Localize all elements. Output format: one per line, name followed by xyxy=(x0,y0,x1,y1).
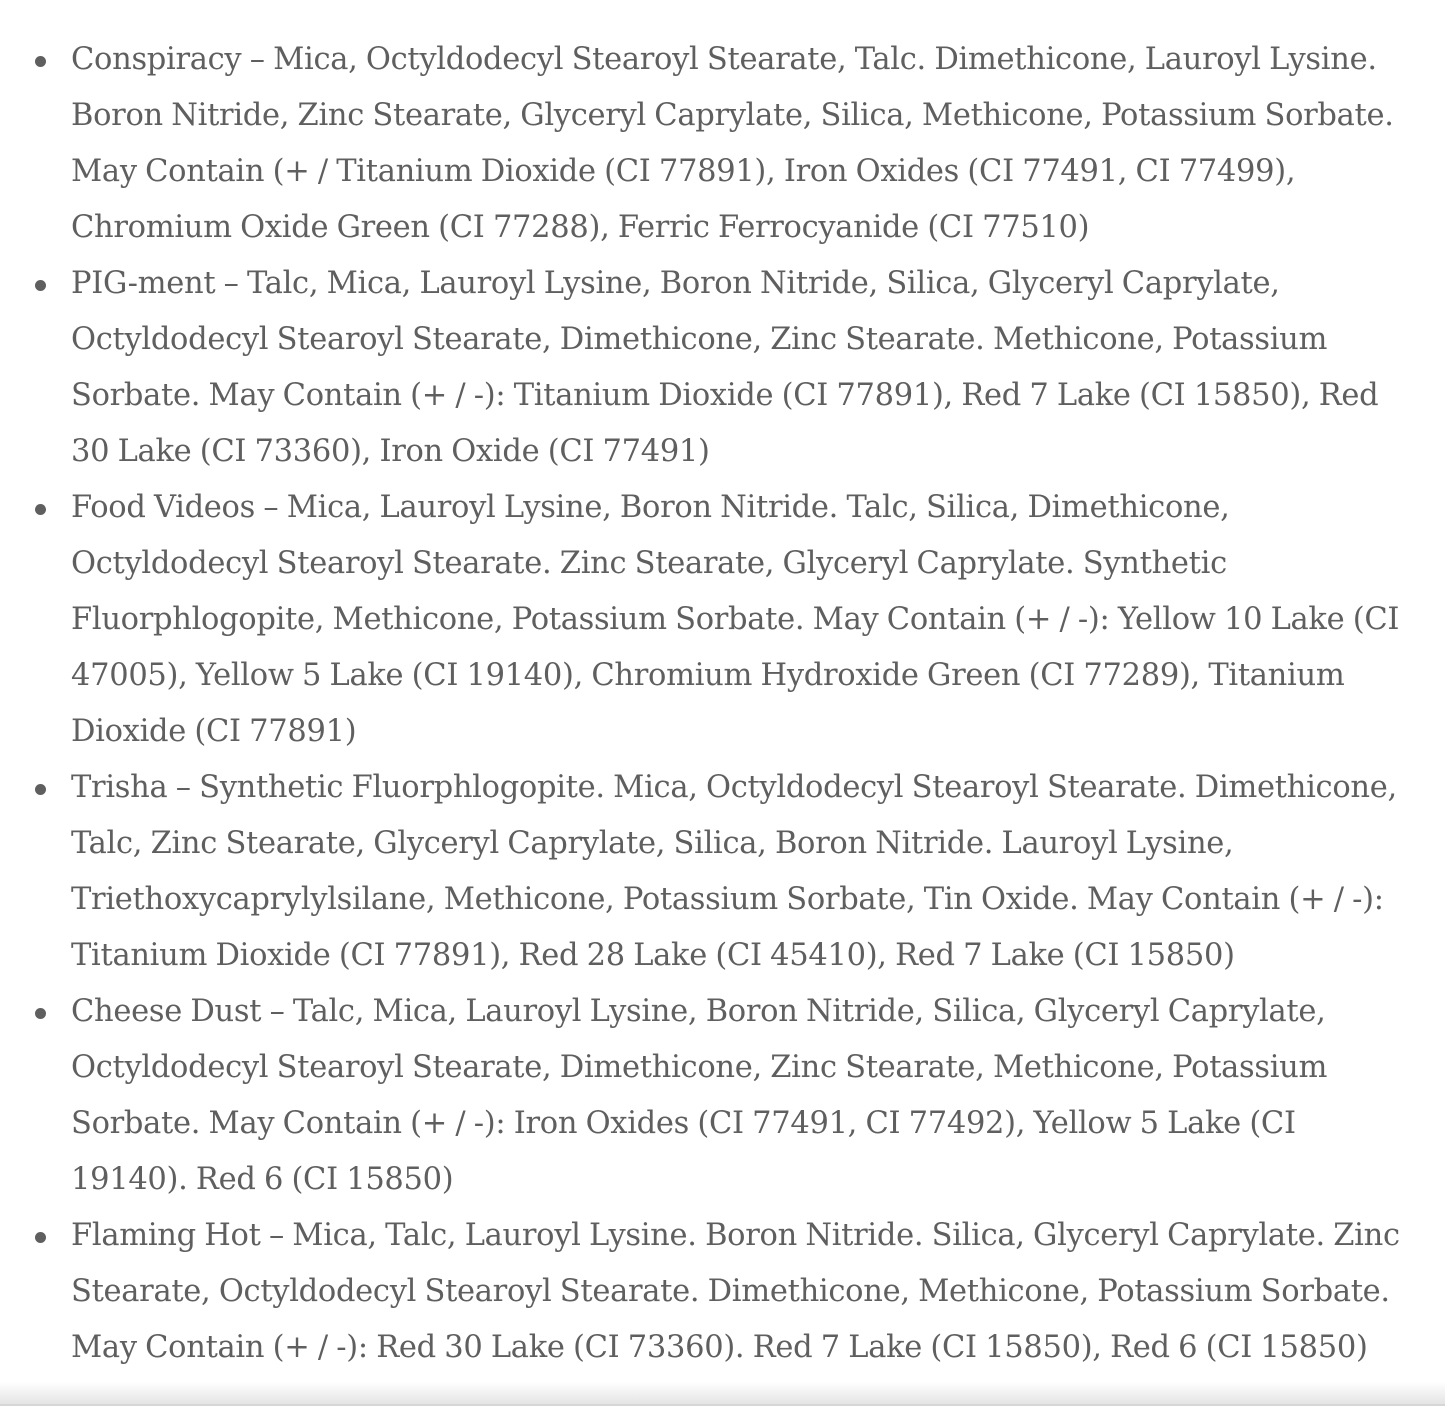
list-item-text: Flaming Hot – Mica, Talc, Lauroyl Lysine. Boron Nitride. Silica, Glyceryl Caprylate. Zinc Stearate, Octyldodecyl Stearoyl Stearate. Dimethicone, Methicone, Potassium Sorbate. May Contain (+ / -): Red 30 Lake (CI 73360). Red 7 Lake (CI 15850), Red 6 (CI 15850) xyxy=(71,1218,1400,1365)
list-item xyxy=(71,32,1411,256)
bullet-icon xyxy=(35,1232,46,1243)
ingredient-list xyxy=(71,32,1411,1376)
bullet-icon xyxy=(35,784,46,795)
list-item xyxy=(71,256,1411,480)
bullet-icon xyxy=(35,280,46,291)
list-item xyxy=(71,480,1411,760)
bullet-icon xyxy=(35,504,46,515)
list-item-text: Cheese Dust – Talc, Mica, Lauroyl Lysine, Boron Nitride, Silica, Glyceryl Caprylate, Octyldodecyl Stearoyl Stearate, Dimethicone, Zinc Stearate, Methicone, Potassium Sorbate. May Contain (+ / -): Iron Oxides (CI 77491, CI 77492), Yellow 5 Lake (CI 19140). Red 6 (CI 15850) xyxy=(71,994,1328,1197)
list-item-text: Conspiracy – Mica, Octyldodecyl Stearoyl Stearate, Talc. Dimethicone, Lauroyl Lysine. Boron Nitride, Zinc Stearate, Glyceryl Caprylate, Silica, Methicone, Potassium Sorbate. May Contain (+ / Titanium Dioxide (CI 77891), Iron Oxides (CI 77491, CI 77499), Chromium Oxide Green (CI 77288), Ferric Ferrocyanide (CI 77510) xyxy=(71,42,1394,245)
list-item-text: PIG-ment – Talc, Mica, Lauroyl Lysine, Boron Nitride, Silica, Glyceryl Caprylate, Octyldodecyl Stearoyl Stearate, Dimethicone, Zinc Stearate. Methicone, Potassium Sorbate. May Contain (+ / -): Titanium Dioxide (CI 77891), Red 7 Lake (CI 15850), Red 30 Lake (CI 73360), Iron Oxide (CI 77491) xyxy=(71,266,1379,469)
list-item-text: Food Videos – Mica, Lauroyl Lysine, Boron Nitride. Talc, Silica, Dimethicone, Octyldodecyl Stearoyl Stearate. Zinc Stearate, Glyceryl Caprylate. Synthetic Fluorphlogopite, Methicone, Potassium Sorbate. May Contain (+ / -): Yellow 10 Lake (CI 47005), Yellow 5 Lake (CI 19140), Chromium Hydroxide Green (CI 77289), Titanium Dioxide (CI 77891) xyxy=(71,490,1400,749)
list-item xyxy=(71,760,1411,984)
list-item xyxy=(71,1208,1411,1376)
bullet-icon xyxy=(35,56,46,67)
list-item-text: Trisha – Synthetic Fluorphlogopite. Mica, Octyldodecyl Stearoyl Stearate. Dimethicone, Talc, Zinc Stearate, Glyceryl Caprylate, Silica, Boron Nitride. Lauroyl Lysine, Triethoxycaprylylsilane, Methicone, Potassium Sorbate, Tin Oxide. May Contain (+ / -): Titanium Dioxide (CI 77891), Red 28 Lake (CI 45410), Red 7 Lake (CI 15850) xyxy=(71,770,1397,973)
bullet-icon xyxy=(35,1008,46,1019)
bottom-edge-shadow xyxy=(0,1382,1445,1406)
list-item xyxy=(71,984,1411,1208)
